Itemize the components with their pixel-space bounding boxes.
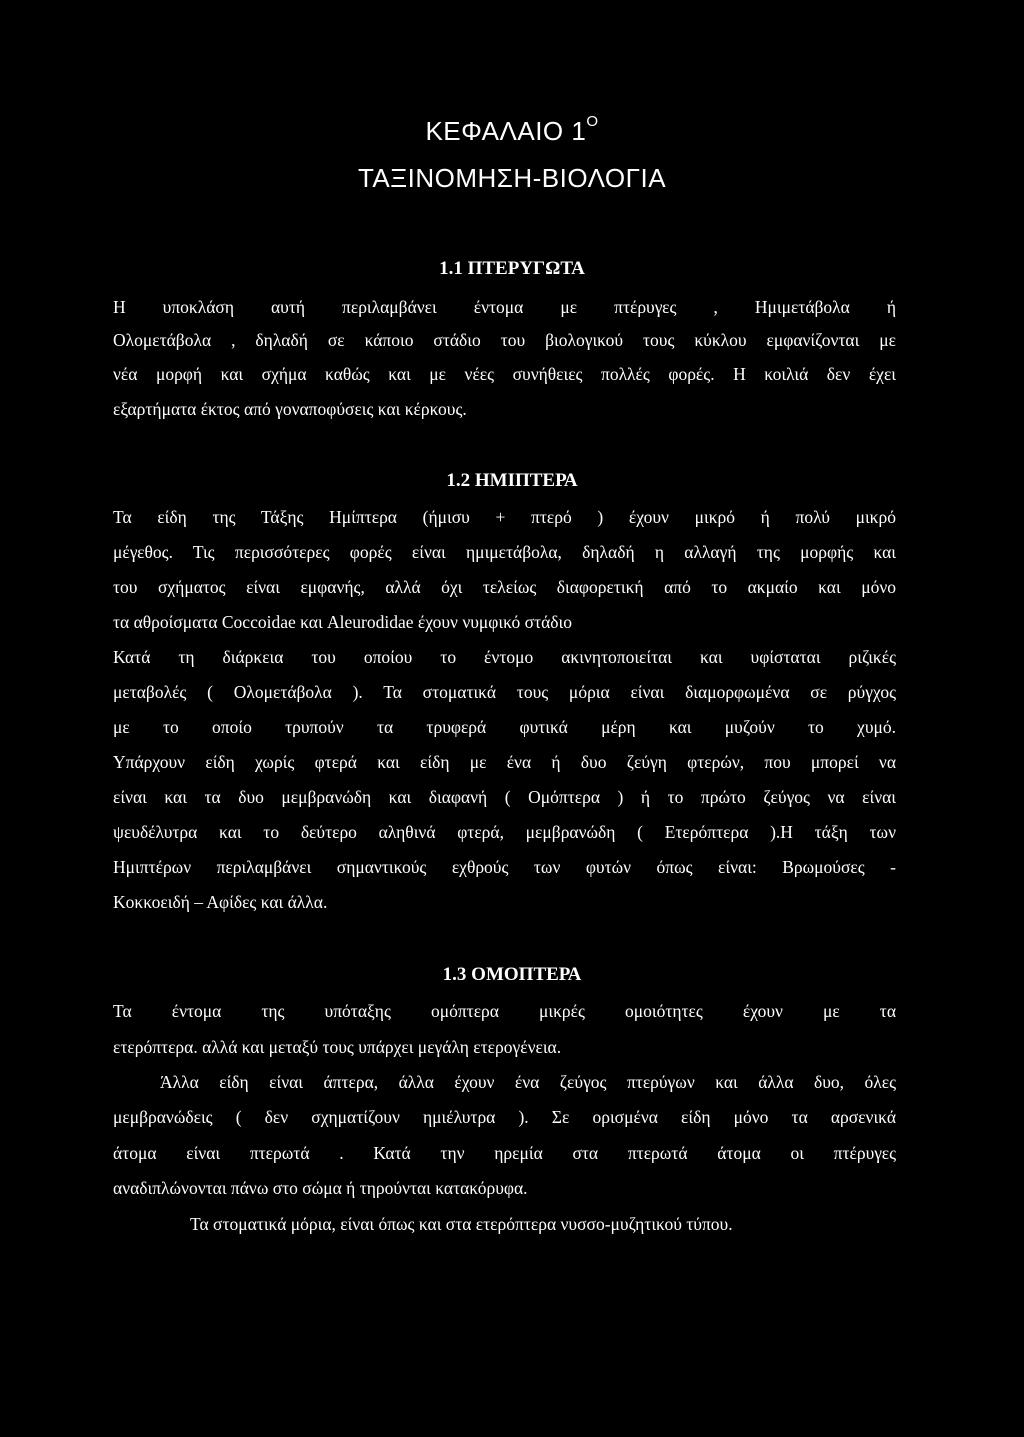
paragraph-line: ψευδέλυτρα και το δεύτερο αληθινά φτερά, μεμβρανώδη ( Ετερόπτερα ).Η τάξη των: [113, 822, 896, 842]
paragraph-line: Κοκκοειδή – Αφίδες και άλλα.: [113, 892, 328, 912]
paragraph-line: τα αθροίσματα Coccoidae και Aleurodidae έχουν νυμφικό στάδιο: [113, 612, 572, 632]
paragraph-line: άτομα είναι πτερωτά . Κατά την ηρεμία στα πτερωτά άτομα οι πτέρυγες: [113, 1143, 896, 1163]
paragraph-line: του σχήματος είναι εμφανής, αλλά όχι τελείως διαφορετική από το ακμαίο και μόνο: [113, 577, 896, 597]
section-heading: 1.2 ΗΜΙΠΤΕΡΑ: [446, 470, 578, 491]
paragraph-line: εξαρτήματα έκτος από γοναποφύσεις και κέρκους.: [113, 399, 467, 419]
section-heading: 1.1 ΠΤΕΡΥΓΩΤΑ: [439, 258, 585, 279]
paragraph-line: με το οποίο τρυπούν τα τρυφερά φυτικά μέρη και μυζούν το χυμό.: [113, 717, 896, 737]
paragraph-line: Άλλα είδη είναι άπτερα, άλλα έχουν ένα ζεύγος πτερύγων και άλλα δυο, όλες: [160, 1072, 896, 1092]
paragraph-line: Κατά τη διάρκεια του οποίου το έντομο ακινητοποιείται και υφίσταται ριζικές: [113, 647, 896, 667]
paragraph-line: Η υποκλάση αυτή περιλαμβάνει έντομα με πτέρυγες , Ημιμετάβολα ή: [113, 297, 896, 317]
paragraph-line: μεταβολές ( Ολομετάβολα ). Τα στοματικά τους μόρια είναι διαμορφωμένα σε ρύγχος: [113, 682, 896, 702]
paragraph-line: Τα είδη της Τάξης Ημίπτερα (ήμισυ + πτερό ) έχουν μικρό ή πολύ μικρό: [113, 507, 896, 527]
chapter-subtitle: ΤΑΞΙΝΟΜΗΣΗ-ΒΙΟΛΟΓΙΑ: [357, 163, 667, 193]
paragraph-line: μεμβρανώδεις ( δεν σχηματίζουν ημιέλυτρα ). Σε ορισμένα είδη μόνο τα αρσενικά: [113, 1107, 896, 1127]
paragraph-line: Ημιπτέρων περιλαμβάνει σημαντικούς εχθρούς των φυτών όπως είναι: Βρωμούσες -: [113, 857, 896, 877]
paragraph-line: Ολομετάβολα , δηλαδή σε κάποιο στάδιο του βιολογικού τους κύκλου εμφανίζονται με: [113, 330, 896, 350]
paragraph-line: μέγεθος. Τις περισσότερες φορές είναι ημιμετάβολα, δηλαδή η αλλαγή της μορφής και: [113, 542, 896, 562]
paragraph-line: αναδιπλώνονται πάνω στο σώμα ή τηρούνται κατακόρυφα.: [113, 1178, 528, 1198]
paragraph-line: Υπάρχουν είδη χωρίς φτερά και είδη με ένα ή δυο ζεύγη φτερών, που μπορεί να: [113, 752, 896, 772]
section-heading: 1.3 ΟΜΟΠΤΕΡΑ: [442, 964, 582, 985]
paragraph-line: Τα έντομα της υπόταξης ομόπτερα μικρές ομοιότητες έχουν με τα: [113, 1001, 896, 1021]
paragraph-line: είναι και τα δυο μεμβρανώδη και διαφανή ( Ομόπτερα ) ή το πρώτο ζεύγος να είναι: [113, 787, 896, 807]
chapter-superscript: O: [586, 113, 599, 131]
chapter-title: [0, 113, 1024, 147]
paragraph-line: ετερόπτερα. αλλά και μεταξύ τους υπάρχει μεγάλη ετερογένεια.: [113, 1037, 562, 1057]
chapter-label: ΚΕΦΑΛΑΙΟ 1: [425, 116, 587, 146]
paragraph-line: νέα μορφή και σχήμα καθώς και με νέες συνήθειες πολλές φορές. Η κοιλιά δεν έχει: [113, 364, 896, 384]
paragraph-line: Τα στοματικά μόρια, είναι όπως και στα ετερόπτερα νυσσο-μυζητικού τύπου.: [190, 1214, 733, 1234]
